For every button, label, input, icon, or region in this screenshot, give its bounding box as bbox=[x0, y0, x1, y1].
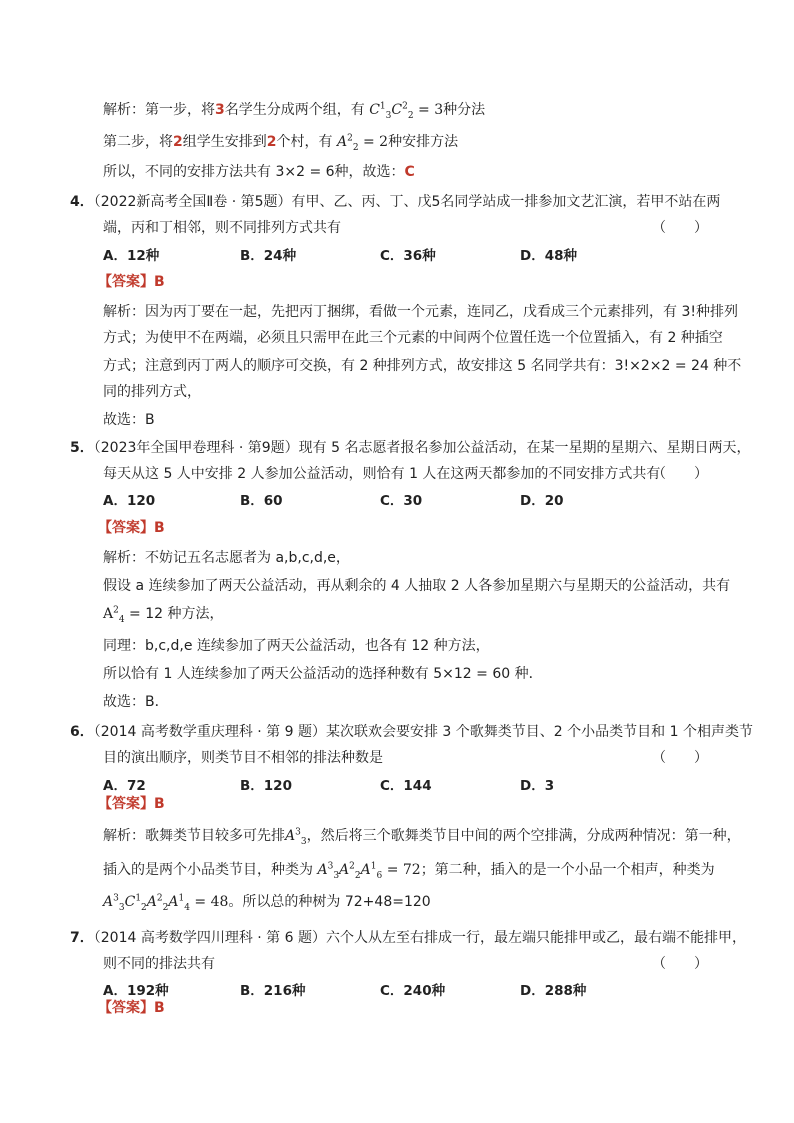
answer-label: 【答案】B bbox=[98, 520, 165, 536]
q4-choose-line: 故选：B bbox=[103, 412, 155, 428]
combination-formula: $C^1_3C^2_2$ bbox=[369, 101, 414, 121]
question-stem: （2014 高考数学重庆理科 · 第 9 题）某次联欢会要安排 3 个歌舞类节目、2 个小品类节目和 1 个相声类节 bbox=[93, 724, 753, 740]
q5-analysis-line-2: 假设 a 连续参加了两天公益活动，再从剩余的 4 人抽取 2 人各参加星期六与星期天的公益活动，共有 bbox=[103, 578, 731, 594]
q4-stem-line-2: 端，丙和丁相邻，则不同排列方式共有 bbox=[103, 220, 341, 236]
arrangement-formula: $A^3_3$ bbox=[285, 827, 307, 847]
arrangement-formula: $A^2_4$ bbox=[103, 605, 125, 625]
arrangement-formula: $A^3_3A^2_2A^1_6$ bbox=[317, 861, 383, 881]
q4-analysis-line-3: 方式；注意到丙丁两人的顺序可交换，有 2 种排列方式，故安排这 5 名同学共有：3!×2×2 = 24 种不 bbox=[103, 358, 742, 374]
q6-analysis-line-1: 解析：歌舞类节目较多可先排$A^3_3$，然后将三个歌舞类节目中间的两个空排满，分成两种情况：第一种， bbox=[103, 827, 741, 847]
question-number: 5． bbox=[70, 440, 94, 456]
q4-analysis-line-1: 解析：因为丙丁要在一起，先把丙丁捆绑，看做一个元素，连同乙，戊看成三个元素排列，有 3!种排列 bbox=[103, 304, 738, 320]
option-c: C．144 bbox=[380, 778, 432, 794]
q5-choose-line: 故选：B． bbox=[103, 694, 169, 710]
q6-stem-line-2: 目的演出顺序，则类节目不相邻的排法种数是 bbox=[103, 750, 383, 766]
q5-analysis-line-4: 同理：b,c,d,e 连续参加了两天公益活动，也各有 12 种方法， bbox=[103, 638, 490, 654]
option-d: D．20 bbox=[520, 493, 564, 509]
q3-analysis-line-1: 解析：第一步，将3名学生分成两个组，有 $C^1_3C^2_2 = 3$种分法 bbox=[103, 101, 486, 121]
question-number: 6． bbox=[70, 724, 94, 740]
answer-blank: （ ） bbox=[652, 220, 708, 236]
q5-analysis-line-1: 解析：不妨记五名志愿者为 a,b,c,d,e， bbox=[103, 550, 350, 566]
option-b: B．24种 bbox=[240, 248, 297, 264]
option-b: B．120 bbox=[240, 778, 292, 794]
option-c: C．30 bbox=[380, 493, 423, 509]
question-stem: （2014 高考数学四川理科 · 第 6 题）六个人从左至右排成一行，最左端只能排甲或乙，最右端不能排甲， bbox=[93, 930, 746, 946]
option-c: C．36种 bbox=[380, 248, 436, 264]
q5-stem-line-2: 每天从这 5 人中安排 2 人参加公益活动，则恰有 1 人在这两天都参加的不同安排方式共有 bbox=[103, 466, 661, 482]
q6-analysis-line-3: $A^3_3C^1_2A^2_2A^1_4 = 48$。所以总的种树为 72+48=120 bbox=[103, 893, 431, 913]
q4-stem-line-1 bbox=[70, 192, 720, 212]
q3-analysis-line-3: 所以，不同的安排方法共有 3×2 = 6种，故选：C bbox=[103, 164, 415, 180]
q6-stem-line-1 bbox=[70, 722, 753, 742]
answer-label: 【答案】B bbox=[98, 796, 165, 812]
q4-analysis-line-4: 同的排列方式， bbox=[103, 384, 201, 400]
q6-analysis-line-2: 插入的是两个小品类节目，种类为 $A^3_3A^2_2A^1_6 = 72$；第二种，插入的是一个小品一个相声，种类为 bbox=[103, 861, 715, 881]
q3-answer: C bbox=[404, 164, 415, 180]
question-stem: （2022新高考全国Ⅱ卷 · 第5题）有甲、乙、丙、丁、戊5名同学站成一排参加文艺汇演，若甲不站在两 bbox=[93, 194, 721, 210]
option-b: B．60 bbox=[240, 493, 283, 509]
option-c: C．240种 bbox=[380, 983, 446, 999]
option-d: D．288种 bbox=[520, 983, 587, 999]
answer-blank: （ ） bbox=[652, 750, 708, 766]
option-a: A．120 bbox=[103, 493, 156, 509]
option-a: A．12种 bbox=[103, 248, 160, 264]
answer-label: 【答案】B bbox=[98, 1000, 165, 1016]
q3-analysis-line-2: 第二步，将2组学生安排到2个村，有 $A^2_2 = 2$种安排方法 bbox=[103, 133, 459, 153]
q3-analysis-text: 解析：第一步，将 bbox=[103, 102, 215, 118]
answer-blank: （ ） bbox=[652, 466, 708, 482]
option-a: A．192种 bbox=[103, 983, 169, 999]
option-a: A．72 bbox=[103, 778, 146, 794]
arrangement-formula: $A^3_3C^1_2A^2_2A^1_4$ bbox=[103, 893, 190, 913]
question-number: 4． bbox=[70, 194, 94, 210]
option-d: D．48种 bbox=[520, 248, 577, 264]
answer-blank: （ ） bbox=[652, 956, 708, 972]
q7-stem-line-2: 则不同的排法共有 bbox=[103, 956, 215, 972]
q5-analysis-line-3: $A^2_4 = 12$ 种方法， bbox=[103, 605, 224, 625]
q5-analysis-line-5: 所以恰有 1 人连续参加了两天公益活动的选择种数有 5×12 = 60 种． bbox=[103, 666, 543, 682]
question-stem: （2023年全国甲卷理科 · 第9题）现有 5 名志愿者报名参加公益活动，在某一星期的星期六、星期日两天， bbox=[93, 440, 751, 456]
arrangement-formula: $A^2_2$ bbox=[336, 133, 359, 153]
option-d: D．3 bbox=[520, 778, 555, 794]
q4-analysis-line-2: 方式；为使甲不在两端，必须且只需甲在此三个元素的中间两个位置任选一个位置插入，有 2 种插空 bbox=[103, 330, 723, 346]
question-number: 7． bbox=[70, 930, 94, 946]
option-b: B．216种 bbox=[240, 983, 306, 999]
q7-stem-line-1 bbox=[70, 928, 746, 948]
answer-label: 【答案】B bbox=[98, 274, 165, 290]
q5-stem-line-1 bbox=[70, 438, 750, 458]
